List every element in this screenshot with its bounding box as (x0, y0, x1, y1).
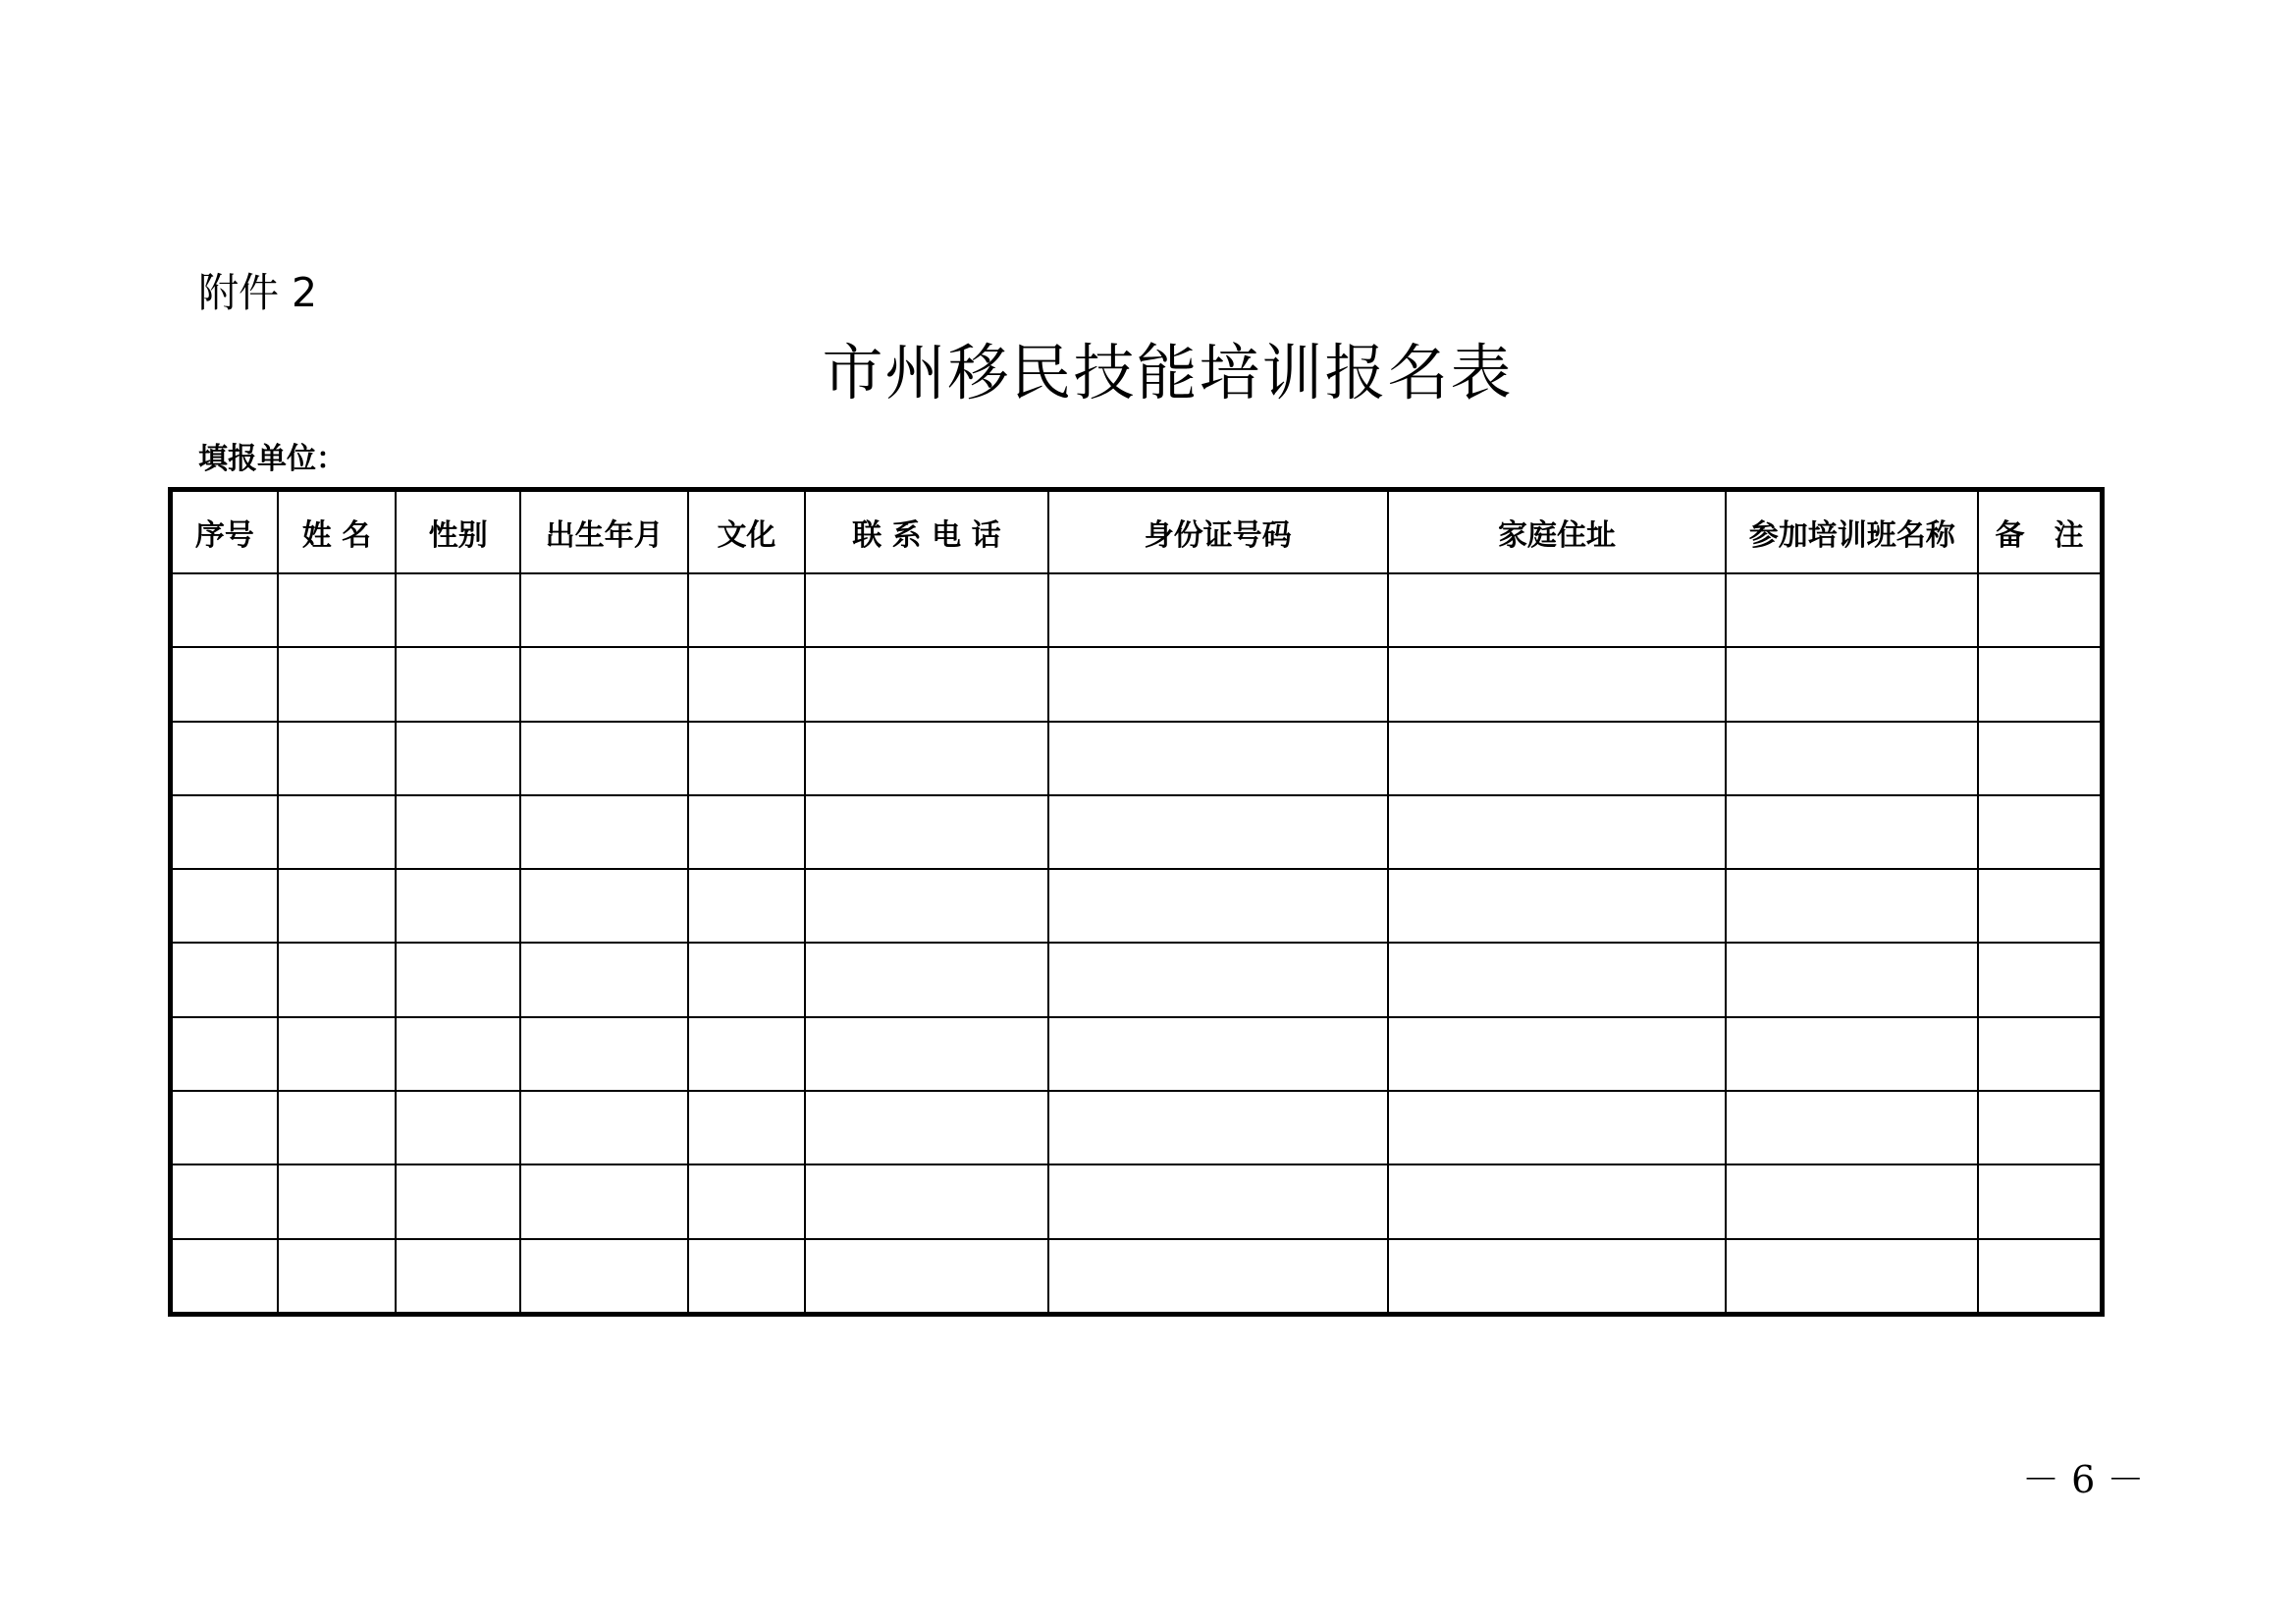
table-cell (278, 1017, 396, 1091)
table-row (171, 869, 2103, 943)
table-cell (805, 722, 1048, 795)
header-home-address: 家庭住址 (1388, 490, 1727, 574)
table-cell (1726, 795, 1978, 869)
table-cell (520, 573, 687, 647)
reporting-unit-label: 填报单位： (198, 442, 346, 476)
table-cell (688, 1017, 805, 1091)
table-cell (396, 1164, 520, 1238)
table-cell (1388, 1017, 1727, 1091)
table-body (171, 573, 2103, 1315)
table-row (171, 1091, 2103, 1164)
table-cell (1388, 647, 1727, 721)
header-phone: 联 系 电 话 (805, 490, 1048, 574)
table-cell (1388, 795, 1727, 869)
table-row (171, 1239, 2103, 1315)
table-cell (805, 943, 1048, 1016)
table-cell (396, 647, 520, 721)
table-cell (278, 1164, 396, 1238)
registration-form-table (168, 487, 2105, 1317)
table-cell (1978, 795, 2102, 869)
header-remarks: 备 注 (1978, 490, 2102, 574)
table-cell (1726, 647, 1978, 721)
table-cell (278, 722, 396, 795)
table-cell (171, 795, 278, 869)
table-cell (396, 722, 520, 795)
attachment-label: 附件 2 (198, 269, 318, 316)
table-cell (688, 1091, 805, 1164)
table-row (171, 722, 2103, 795)
table-cell (805, 1091, 1048, 1164)
table-cell (520, 647, 687, 721)
table-cell (1388, 869, 1727, 943)
table-cell (1048, 1164, 1388, 1238)
header-name: 姓 名 (278, 490, 396, 574)
table-cell (688, 1239, 805, 1315)
header-serial-number: 序号 (171, 490, 278, 574)
table-cell (278, 1239, 396, 1315)
table-cell (805, 1239, 1048, 1315)
table-cell (396, 1091, 520, 1164)
table-cell (1978, 869, 2102, 943)
table-cell (1978, 722, 2102, 795)
table-cell (1978, 573, 2102, 647)
table-cell (1726, 1164, 1978, 1238)
table-cell (396, 1239, 520, 1315)
table-cell (1388, 573, 1727, 647)
table-cell (688, 722, 805, 795)
table-cell (1388, 943, 1727, 1016)
table-cell (520, 1164, 687, 1238)
table-cell (171, 1164, 278, 1238)
table-row (171, 573, 2103, 647)
table-row (171, 1164, 2103, 1238)
table-cell (1388, 1239, 1727, 1315)
table-cell (396, 869, 520, 943)
table-cell (1978, 1164, 2102, 1238)
table-cell (278, 1091, 396, 1164)
header-gender: 性别 (396, 490, 520, 574)
table-cell (1048, 1091, 1388, 1164)
page-title: 市州移民技能培训报名表 (822, 337, 1514, 408)
table-cell (1048, 647, 1388, 721)
table-cell (1048, 1239, 1388, 1315)
table-row (171, 943, 2103, 1016)
page-number: － 6 － (2022, 1458, 2145, 1501)
table-cell (688, 943, 805, 1016)
table-cell (1048, 943, 1388, 1016)
table-cell (171, 722, 278, 795)
table-cell (520, 1017, 687, 1091)
table-cell (1978, 943, 2102, 1016)
table-header-row (171, 490, 2103, 574)
table-cell (1978, 1017, 2102, 1091)
table-cell (520, 1091, 687, 1164)
table-cell (1726, 722, 1978, 795)
table-cell (520, 1239, 687, 1315)
table-cell (278, 869, 396, 943)
table-cell (1726, 1091, 1978, 1164)
table-cell (1048, 1017, 1388, 1091)
table-cell (520, 795, 687, 869)
table-cell (1048, 573, 1388, 647)
table-row (171, 647, 2103, 721)
table-cell (1048, 795, 1388, 869)
table-cell (396, 795, 520, 869)
table-row (171, 1017, 2103, 1091)
table-cell (396, 573, 520, 647)
header-training-class: 参加培训班名称 (1726, 490, 1978, 574)
table-cell (805, 869, 1048, 943)
table-cell (805, 1017, 1048, 1091)
table-cell (1388, 1091, 1727, 1164)
table-cell (171, 943, 278, 1016)
table-cell (1048, 722, 1388, 795)
table-cell (688, 573, 805, 647)
table-cell (688, 869, 805, 943)
table-cell (278, 573, 396, 647)
table-cell (520, 869, 687, 943)
header-education: 文化 (688, 490, 805, 574)
table-cell (278, 943, 396, 1016)
table-cell (805, 795, 1048, 869)
table-cell (805, 573, 1048, 647)
table-cell (278, 647, 396, 721)
table-cell (805, 1164, 1048, 1238)
table-cell (278, 795, 396, 869)
table-cell (171, 573, 278, 647)
table-cell (688, 1164, 805, 1238)
table-cell (171, 869, 278, 943)
table-cell (1978, 1091, 2102, 1164)
table-cell (1978, 1239, 2102, 1315)
table-cell (1978, 647, 2102, 721)
table-cell (396, 943, 520, 1016)
table-cell (171, 647, 278, 721)
table-cell (688, 795, 805, 869)
table-cell (171, 1239, 278, 1315)
table-cell (520, 943, 687, 1016)
table-cell (1726, 869, 1978, 943)
table-cell (1726, 1239, 1978, 1315)
table-cell (1048, 869, 1388, 943)
table-cell (1726, 943, 1978, 1016)
table-cell (171, 1017, 278, 1091)
header-birth-date: 出生年月 (520, 490, 687, 574)
table-row (171, 795, 2103, 869)
table-cell (520, 722, 687, 795)
table-cell (688, 647, 805, 721)
table-cell (1388, 1164, 1727, 1238)
table-cell (1726, 573, 1978, 647)
table-cell (396, 1017, 520, 1091)
table-cell (171, 1091, 278, 1164)
header-id-number: 身份证号码 (1048, 490, 1388, 574)
table-cell (1726, 1017, 1978, 1091)
table-cell (1388, 722, 1727, 795)
table-cell (805, 647, 1048, 721)
